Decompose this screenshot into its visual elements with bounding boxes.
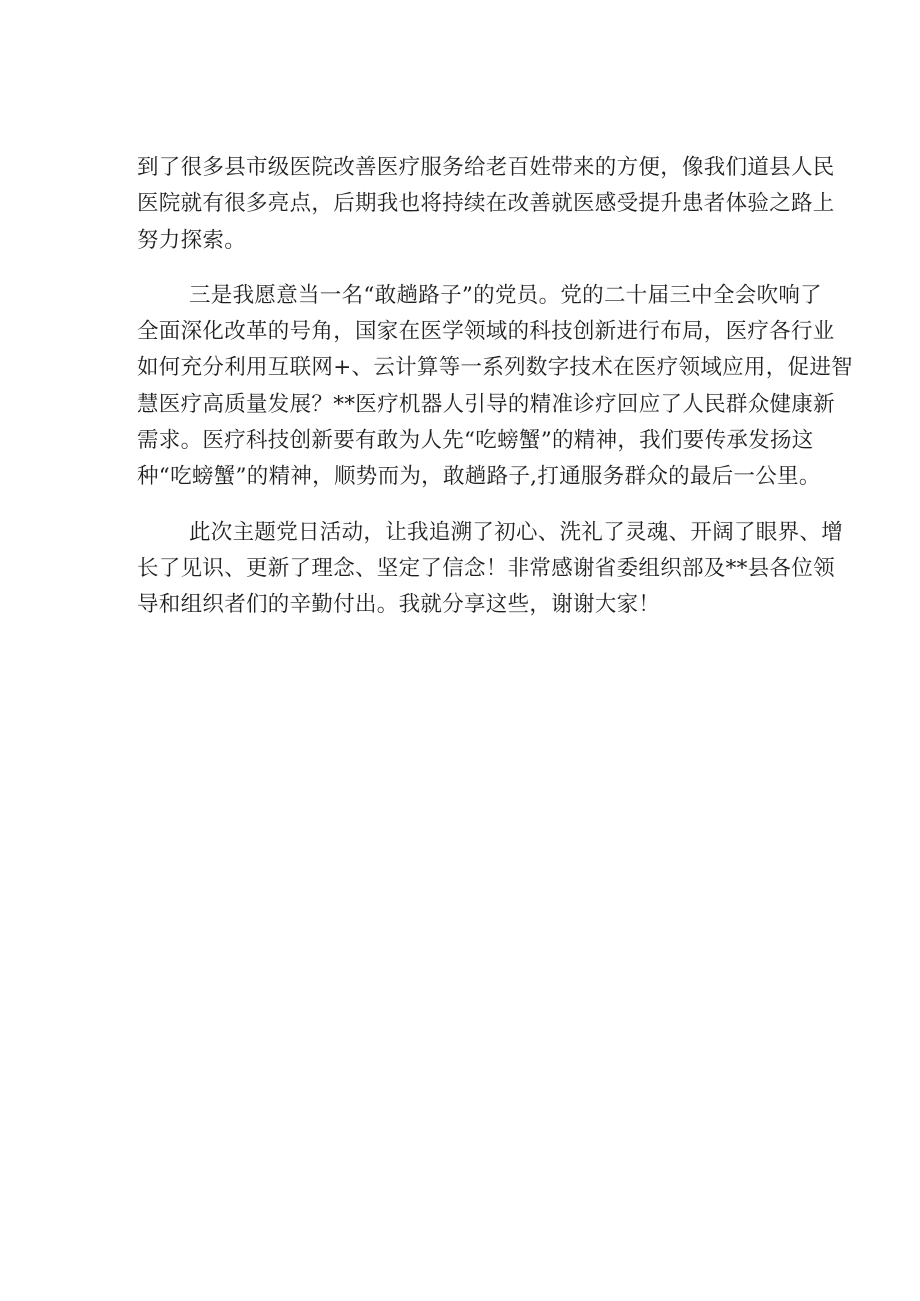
paragraph-continuation [137, 150, 835, 259]
text-line: 努力探索。 [137, 227, 247, 253]
paragraph-closing [137, 515, 844, 624]
text-line: 全面深化改革的号角，国家在医学领域的科技创新进行布局，医疗各行业 [137, 319, 835, 345]
text-line: 需求。医疗科技创新要有敢为人先“吃螃蟹”的精神，我们要传承发扬这 [137, 428, 814, 454]
text-line: 长了见识、更新了理念、坚定了信念！非常感谢省委组织部及**县各位领 [137, 555, 835, 581]
paragraph-spacer [137, 496, 797, 515]
text-line: 医院就有很多亮点，后期我也将持续在改善就医感受提升患者体验之路上 [137, 191, 835, 217]
text-line: 如何充分利用互联网+、云计算等一系列数字技术在医疗领域应用，促进智 [137, 355, 853, 381]
text-line: 到了很多县市级医院改善医疗服务给老百姓带来的方便，像我们道县人民 [137, 155, 835, 180]
text-line: 慧医疗高质量发展？**医疗机器人引导的精准诊疗回应了人民群众健康新 [137, 391, 835, 417]
paragraph-point-three [137, 278, 853, 496]
text-line: 导和组织者们的辛勤付出。我就分享这些，谢谢大家！ [137, 592, 661, 618]
document-body [137, 150, 853, 624]
text-line: 种“吃螃蟹”的精神，顺势而为，敢趟路子,打通服务群众的最后一公里。 [137, 464, 821, 490]
text-line: 三是我愿意当一名“敢趟路子”的党员。党的二十届三中全会吹响了 [189, 282, 822, 308]
paragraph-spacer [137, 259, 797, 278]
text-line: 此次主题党日活动，让我追溯了初心、洗礼了灵魂、开阔了眼界、增 [189, 519, 844, 545]
